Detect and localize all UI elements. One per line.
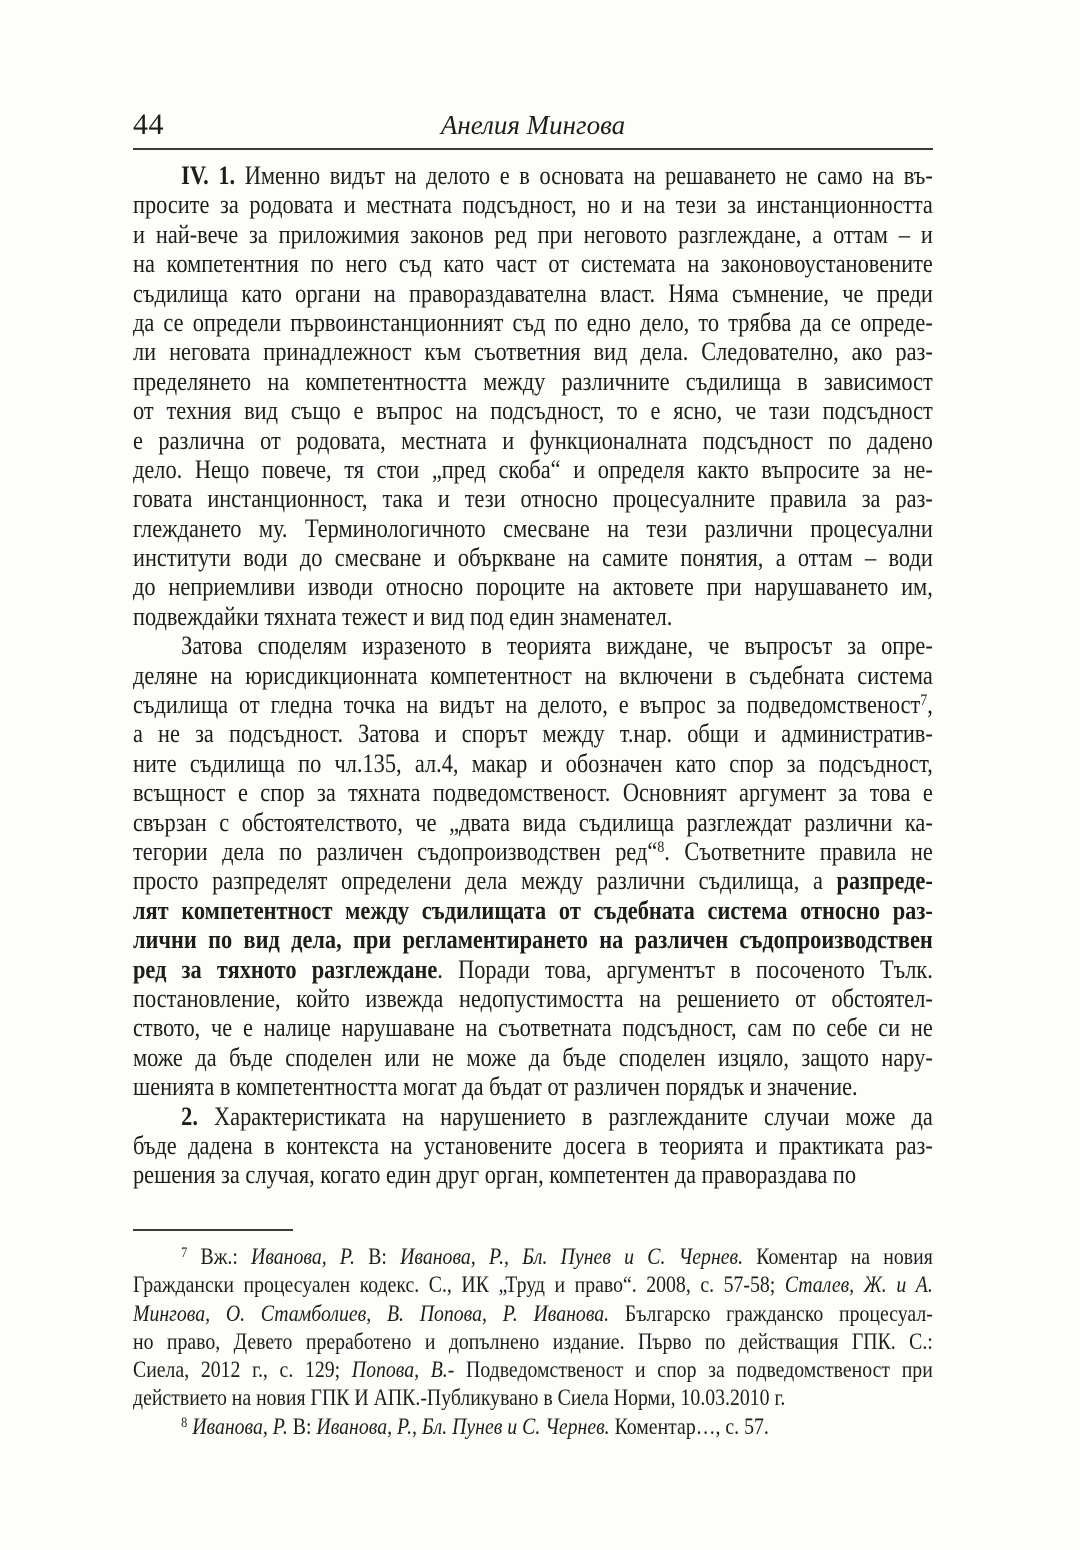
text-line [133, 1243, 933, 1271]
text-line [133, 572, 933, 601]
footnote-ref: 8 [657, 838, 665, 856]
text-segment: В: [354, 1244, 401, 1269]
text-segment: пределянето на компетентността между различните съдилища в зависимост [133, 366, 933, 396]
footnote-ref: 8 [181, 1414, 188, 1431]
text-segment: но право, Девето преработено и допълнено издание. Първо по действащия ГПК. С.: [133, 1328, 933, 1354]
text-segment: Характеристиката на нарушението в разглежданите случаи може да [197, 1101, 933, 1131]
text-segment: подвеждайки тяхната тежест и вид под един знаменател. [133, 601, 673, 631]
text-segment: институти води до смесване и объркване на самите понятия, а оттам – води [133, 543, 933, 573]
text-line [133, 279, 933, 308]
text-line [133, 749, 933, 778]
text-line [133, 719, 933, 748]
footnote-ref: 7 [181, 1244, 188, 1261]
text-segment: Граждански процесуален кодекс. С., ИК „Труд и право“. 2008, с. 57-58; [133, 1272, 785, 1298]
text-line [133, 690, 933, 719]
text-segment: от техния вид също е въпрос на подсъдност, то е ясно, че тази подсъдност [133, 396, 933, 426]
footnotes [133, 1243, 933, 1441]
text-line [133, 808, 933, 837]
text-segment: ството, че е налице нарушаване на съответната подсъдност, сам по себе си не [133, 1013, 933, 1043]
text-segment: решения за случая, когато един друг орган, компетентен да правораздава по [133, 1160, 857, 1190]
text-line [133, 1160, 933, 1189]
text-line [133, 367, 933, 396]
text-line [133, 337, 933, 366]
footnote-separator-rule [133, 1229, 293, 1231]
text-segment: деляне на юрисдикционната компетентност на включени в съдебната система [133, 660, 933, 690]
text-segment: , [927, 690, 933, 720]
text-segment: Сталев, Ж. и А. [784, 1272, 933, 1298]
text-line [133, 896, 933, 925]
text-line [133, 778, 933, 807]
text-segment: може да бъде споделен или не може да бъде споделен изцяло, защото нару- [133, 1042, 933, 1072]
text-line [133, 1300, 933, 1328]
text-segment: . Съответните правила не [664, 836, 933, 866]
text-segment: Коментар…, с. 57. [609, 1413, 769, 1439]
text-line [133, 866, 933, 895]
text-line [133, 1384, 933, 1412]
text-segment: лят компетентност между съдилищата от съдебната система относно раз- [133, 895, 933, 925]
running-header: Анелия Мингова [440, 110, 626, 140]
text-segment: действието на новия ГПК И АПК.-Публикувано в Сиела Норми, 10.03.2010 г. [133, 1385, 786, 1411]
text-segment: до неприемливи изводи относно пороците на актовете при нарушаването им, [133, 572, 933, 602]
text-line [133, 1043, 933, 1072]
text-segment: IV. 1. [181, 161, 236, 190]
text-line [133, 455, 933, 484]
text-segment: а не за подсъдност. Затова и спорът между т.нар. общи и административ- [133, 719, 933, 749]
text-segment: Българско гражданско процесуал- [609, 1300, 933, 1326]
text-segment: говата инстанционност, така и тези относно процесуалните правила за раз- [133, 484, 933, 514]
text-line [133, 1356, 933, 1384]
text-line [133, 308, 933, 337]
text-segment: Коментар на новия [743, 1244, 933, 1269]
text-line [133, 396, 933, 425]
text-line [133, 1102, 933, 1131]
text-segment: разпреде- [836, 866, 933, 896]
text-line [133, 661, 933, 690]
text-segment: просите за родовата и местната подсъдност, но и на тези за инстанционността [133, 190, 933, 220]
text-segment: . Поради това, аргументът в посоченото Тълк. [437, 954, 933, 984]
text-line [133, 602, 933, 631]
text-segment: дело. Нещо повече, тя стои „пред скоба“ и определя както въпросите за не- [133, 454, 933, 484]
text-segment: е различна от родовата, местната и функционалната подсъдност по дадено [133, 425, 933, 455]
text-line [133, 631, 933, 660]
text-line [133, 543, 933, 572]
text-segment: В: [287, 1413, 317, 1439]
page-number: 44 [133, 108, 164, 141]
text-segment: Попова, В. [351, 1357, 448, 1383]
text-segment: Именно видът на делото е в основата на решаването не само на въ- [235, 161, 933, 190]
text-line [133, 190, 933, 219]
text-segment: ли неговата принадлежност към съответния вид дела. Следователно, ако раз- [133, 337, 933, 367]
text-line [133, 514, 933, 543]
text-segment: ните съдилища по чл.135, ал.4, макар и обозначен като спор за подсъдност, [133, 748, 933, 778]
text-segment: Мингова, О. Стамболиев, В. Попова, Р. Иванова. [133, 1300, 610, 1326]
text-segment: 2. [181, 1101, 198, 1131]
text-line [133, 1328, 933, 1356]
text-line [133, 249, 933, 278]
text-segment: Вж.: [187, 1244, 252, 1269]
text-line [133, 837, 933, 866]
text-segment: лични по вид дела, при регламентирането на различен съдопроизводствен [133, 925, 933, 955]
text-segment: всъщност е спор за тяхната подведомственост. Основният аргумент за това е [133, 778, 933, 808]
footnote-ref: 7 [920, 691, 928, 709]
text-line [133, 955, 933, 984]
header-rule [133, 148, 933, 150]
text-line [133, 161, 933, 190]
page-header [133, 106, 933, 152]
text-segment: - Подведомственост и спор за подведомственост при [447, 1357, 933, 1383]
text-segment: Иванова, Р., Бл. Пунев и С. Чернев. [316, 1413, 610, 1439]
text-line [133, 1072, 933, 1101]
body-text [133, 161, 933, 1190]
text-line [133, 925, 933, 954]
text-segment: на компетентния по него съд като част от системата на законовоустановените [133, 249, 933, 279]
text-segment: ред за тяхното разглеждане [133, 954, 438, 984]
text-segment: да се определи първоинстанционният съд по едно дело, то трябва да се опреде- [133, 307, 933, 337]
text-line [133, 220, 933, 249]
text-segment: шенията в компетентността могат да бъдат от различен порядък и значение. [133, 1072, 858, 1102]
text-line [133, 984, 933, 1013]
text-segment: Иванова, Р., Бл. Пунев и С. Чернев. [400, 1244, 744, 1269]
text-line [133, 1013, 933, 1042]
text-segment: Иванова, Р. [251, 1244, 355, 1269]
text-segment: бъде дадена в контекста на установените досега в теорията и практиката раз- [133, 1130, 933, 1160]
text-line [133, 1271, 933, 1299]
text-line [133, 426, 933, 455]
text-segment: съдилища от гледна точка на видът на делото, е въпрос за подведомственост [133, 690, 921, 720]
text-segment: свързан с обстоятелството, че „двата вида съдилища разглеждат различни ка- [133, 807, 933, 837]
text-segment: Иванова, Р. [192, 1413, 288, 1439]
text-segment: просто разпределят определени дела между различни съдилища, а [133, 866, 837, 896]
text-segment: съдилища като органи на правораздавателна власт. Няма съмнение, че преди [133, 278, 933, 308]
text-line [133, 484, 933, 513]
text-line [133, 1131, 933, 1160]
text-segment: постановление, който извежда недопустимостта на решението от обстоятел- [133, 983, 933, 1013]
text-line [133, 1413, 933, 1441]
text-segment: тегории дела по различен съдопроизводствен ред“ [133, 836, 658, 866]
text-segment: и най-вече за приложимия законов ред при неговото разглеждане, а оттам – и [133, 219, 933, 249]
text-segment: глеждането му. Терминологичното смесване на тези различни процесуални [133, 513, 933, 543]
text-segment: Затова споделям изразеното в теорията виждане, че въпросът за опре- [181, 631, 933, 661]
text-segment: Сиела, 2012 г., с. 129; [133, 1357, 352, 1383]
